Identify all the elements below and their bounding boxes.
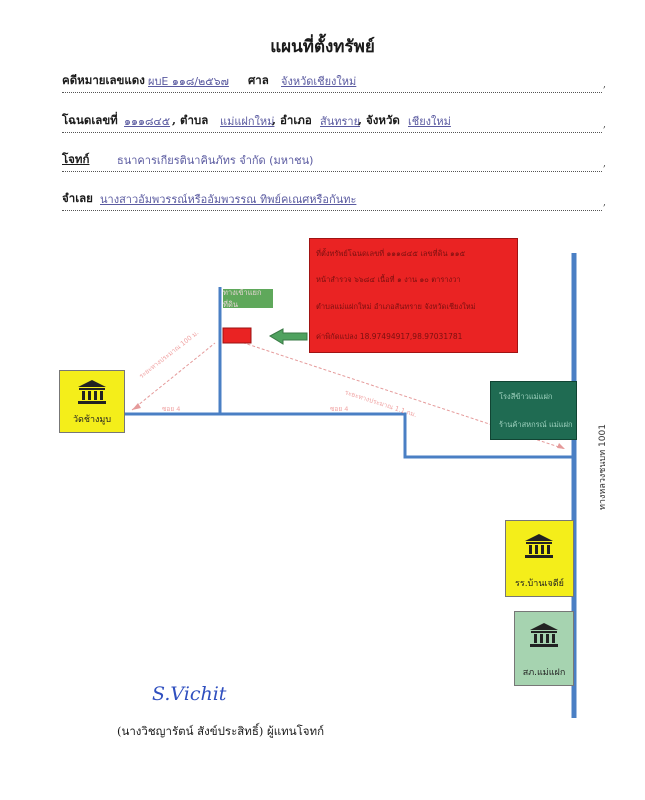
deed-label: โฉนดเลขที่ (62, 113, 118, 127)
bank-icon (524, 533, 554, 559)
tambon-label: , ตำบล (172, 113, 209, 127)
signer-name: (นางวิชญารัตน์ สังข์ประสิทธิ์) ผู้แทนโจทก์ (117, 724, 325, 738)
defendant-line: จำเลย นางสาวอัมพวรรณ์หรืออัมพวรรณ ทิพย์คเณศหรือกันทะ , (62, 190, 602, 211)
case-line: คดีหมายเลขแดง ผบE ๑๑๘/๒๕๖๗ ศาล จังหวัดเชียงใหม่ , (62, 72, 602, 93)
tambon-value: แม่แฝกใหม่ (220, 115, 275, 128)
defendant-label: จำเลย (62, 191, 93, 205)
info-line-1: ที่ตั้งทรัพย์โฉนดเลขที่ ๑๑๑๘๔๕ เลขที่ดิน ๑๑๕ (316, 249, 466, 258)
distance-note-2: ระยะทางประมาณ 1.1 กม. (343, 388, 418, 420)
court-label: ศาล (248, 73, 269, 87)
province-label: , จังหวัด (358, 113, 400, 127)
school-building (505, 520, 574, 597)
court-value: จังหวัดเชียงใหม่ (281, 75, 357, 88)
page-title: แผนที่ตั้งทรัพย์ (270, 37, 375, 57)
soi-note-1: ซอย 4 (162, 405, 181, 413)
temple-building (59, 370, 125, 433)
amphoe-label: , อำเภอ (272, 113, 312, 127)
distance-note-1: ระยะทางประมาณ 100 ม. (137, 328, 201, 381)
shop-line-1: โรงสีข้าวแม่แฝก (499, 392, 553, 401)
arrow-icon (270, 329, 307, 344)
deed-number: ๑๑๑๘๔๕ (124, 115, 171, 128)
plaintiff-line: โจทก์ ธนาคารเกียรตินาคินภัทร จำกัด (มหาชน) , (62, 151, 602, 172)
info-line-3: ตำบลแม่แฝกใหม่ อำเภอสันทราย จังหวัดเชียงใหม่ (316, 302, 476, 311)
junction-label: ทางเข้าแยกที่ดิน (223, 289, 273, 308)
soi-note-2: ซอย 4 (330, 405, 349, 413)
office-caption: สภ.แม่แฝก (522, 668, 566, 678)
case-label: คดีหมายเลขแดง (62, 73, 145, 87)
deed-line: โฉนดเลขที่ ๑๑๑๘๔๕ , ตำบล แม่แฝกใหม่ , อำเภอ สันทราย , จังหวัด เชียงใหม่ , (62, 112, 602, 133)
office-building (514, 611, 574, 686)
property-info-box (309, 238, 518, 353)
defendant-name: นางสาวอัมพวรรณ์หรืออัมพวรรณ ทิพย์คเณศหรือกันทะ (100, 193, 357, 206)
plaintiff-name: ธนาคารเกียรตินาคินภัทร จำกัด (มหาชน) (117, 154, 314, 167)
info-line-2: หน้าสำรวจ ๖๖๘๔ เนื้อที่ ๑ งาน ๑๐ ตารางวา (316, 275, 461, 284)
property-marker (223, 328, 251, 343)
bank-icon (77, 379, 107, 405)
school-caption: รร.บ้านเจดีย์ (515, 579, 564, 589)
temple-caption: วัดช้างมูบ (72, 415, 112, 425)
bank-icon (529, 622, 559, 648)
amphoe-value: สันทราย (320, 115, 361, 128)
province-value: เชียงใหม่ (408, 115, 451, 128)
info-line-4: ค่าพิกัดแปลง 18.97494917,98.97031781 (316, 332, 463, 341)
shop-line-2: ร้านค้าสหกรณ์ แม่แฝก (499, 420, 573, 429)
plaintiff-label: โจทก์ (62, 152, 90, 166)
shop-box (490, 381, 577, 440)
signature: S.Vichit (152, 683, 227, 705)
case-number: ผบE ๑๑๘/๒๕๖๗ (148, 75, 229, 88)
highway-label: ทางหลวงชนบท 1001 (598, 424, 608, 510)
